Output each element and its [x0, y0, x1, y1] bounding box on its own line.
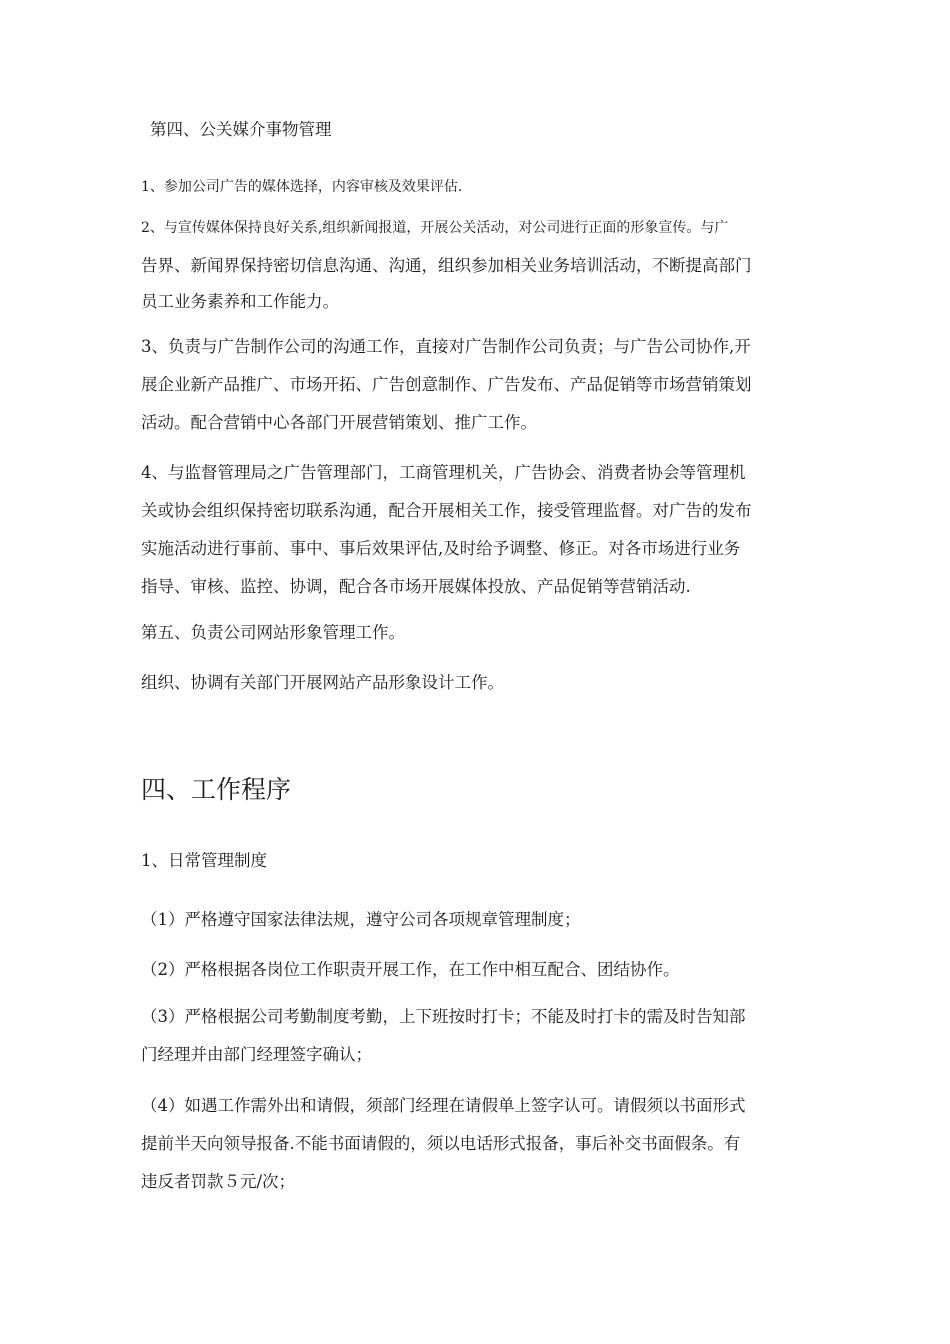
item-3-line-2: 展企业新产品推广、市场开拓、广告创意制作、广告发布、产品促销等市场营销策划 — [141, 375, 752, 394]
rule-3-line-1: （3）严格根据公司考勤制度考勤，上下班按时打卡；不能及时打卡的需及时告知部 — [141, 1007, 746, 1026]
rule-2: （2）严格根据各岗位工作职责开展工作，在工作中相互配合、团结协作。 — [141, 960, 680, 979]
rule-4-line-3: 违反者罚款５元/次； — [141, 1172, 296, 1191]
item-4-line-2: 关或协会组织保持密切联系沟通，配合开展相关工作，接受管理监督。对广告的发布 — [141, 501, 752, 520]
item-3-line-1: 3、负责与广告制作公司的沟通工作，直接对广告制作公司负责；与广告公司协作,开 — [141, 337, 751, 356]
rule-4-line-2: 提前半天向领导报备.不能书面请假的，须以电话形式报备，事后补交书面假条。有 — [141, 1134, 741, 1153]
item-3-line-3: 活动。配合营销中心各部门开展营销策划、推广工作。 — [141, 413, 537, 432]
sub-title: 1、日常管理制度 — [141, 851, 267, 870]
item-4-line-4: 指导、审核、监控、协调，配合各市场开展媒体投放、产品促销等营销活动. — [141, 577, 691, 596]
section-five-body: 组织、协调有关部门开展网站产品形象设计工作。 — [141, 673, 504, 692]
section-four-title: 第四、公关媒介事物管理 — [150, 120, 332, 139]
rule-1: （1）严格遵守国家法律法规，遵守公司各项规章管理制度； — [141, 910, 581, 929]
item-2-line-2: 告界、新闻界保持密切信息沟通、沟通，组织参加相关业务培训活动，不断提高部门 — [141, 256, 752, 275]
item-2-line-1: 2、与宣传媒体保持良好关系,组织新闻报道，开展公关活动，对公司进行正面的形象宣传。与广 — [141, 220, 729, 236]
item-4-line-1: 4、与监督管理局之广告管理部门，工商管理机关，广告协会、消费者协会等管理机 — [141, 463, 746, 482]
rule-3-line-2: 门经理并由部门经理签字确认； — [141, 1045, 372, 1064]
rule-4-line-1: （4）如遇工作需外出和请假，须部门经理在请假单上签字认可。请假须以书面形式 — [141, 1096, 746, 1115]
section-five-title: 第五、负责公司网站形象管理工作。 — [141, 623, 405, 642]
chapter-title: 四、工作程序 — [141, 775, 292, 804]
item-2-line-3: 员工业务素养和工作能力。 — [141, 292, 339, 311]
item-4-line-3: 实施活动进行事前、事中、事后效果评估,及时给予调整、修正。对各市场进行业务 — [141, 539, 741, 558]
item-1: 1、参加公司广告的媒体选择，内容审核及效果评估. — [141, 179, 463, 195]
